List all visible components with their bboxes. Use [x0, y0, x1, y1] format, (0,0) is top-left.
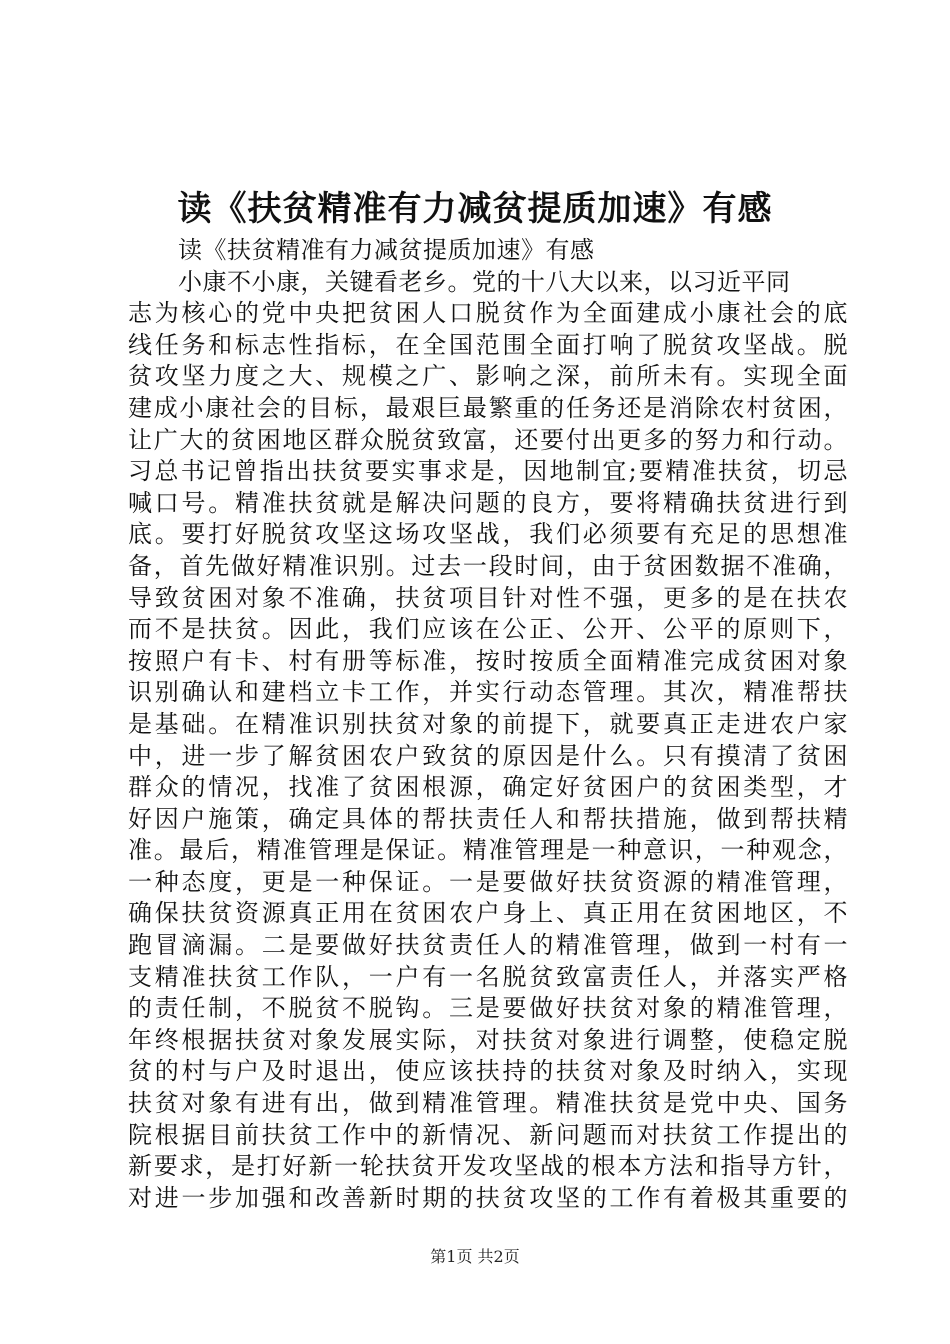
body-text-line: 对进一步加强和改善新时期的扶贫攻坚的工作有着极其重要的 — [128, 1183, 848, 1212]
body-text-line: 中，进一步了解贫困农户致贫的原因是什么。只有摸清了贫困 — [128, 741, 848, 770]
body-text-line: 年终根据扶贫对象发展实际，对扶贫对象进行调整，使稳定脱 — [128, 1025, 848, 1054]
body-text-line: 一种态度，更是一种保证。一是要做好扶贫资源的精准管理， — [128, 867, 848, 896]
document-title: 读《扶贫精准有力减贫提质加速》有感 — [177, 189, 773, 229]
body-text-line: 习总书记曾指出扶贫要实事求是，因地制宜;要精准扶贫，切忌 — [128, 457, 848, 486]
document-subtitle-line: 读《扶贫精准有力减贫提质加速》有感 — [178, 236, 595, 264]
body-text-line: 跑冒滴漏。二是要做好扶贫责任人的精准管理，做到一村有一 — [128, 931, 848, 960]
body-text-line: 备，首先做好精准识别。过去一段时间，由于贫困数据不准确， — [128, 551, 848, 580]
body-text-line: 群众的情况，找准了贫困根源，确定好贫困户的贫困类型，才 — [128, 773, 848, 802]
body-text-line: 的责任制，不脱贫不脱钩。三是要做好扶贫对象的精准管理， — [128, 994, 848, 1023]
body-text-line: 贫的村与户及时退出，使应该扶持的扶贫对象及时纳入，实现 — [128, 1057, 848, 1086]
document-body — [128, 235, 848, 1214]
body-text-line: 导致贫困对象不准确，扶贫项目针对性不强，更多的是在扶农 — [128, 583, 848, 612]
body-text-line: 志为核心的党中央把贫困人口脱贫作为全面建成小康社会的底 — [128, 299, 848, 328]
body-text-line: 识别确认和建档立卡工作，并实行动态管理。其次，精准帮扶 — [128, 678, 848, 707]
body-text-line: 按照户有卡、村有册等标准，按时按质全面精准完成贫困对象 — [128, 646, 848, 675]
body-text-line: 准。最后，精准管理是保证。精准管理是一种意识，一种观念， — [128, 836, 848, 865]
body-text-line: 喊口号。精准扶贫就是解决问题的良方，要将精确扶贫进行到 — [128, 488, 848, 517]
body-text-line: 线任务和标志性指标，在全国范围全面打响了脱贫攻坚战。脱 — [128, 330, 848, 359]
body-text-line: 贫攻坚力度之大、规模之广、影响之深，前所未有。实现全面 — [128, 362, 848, 391]
body-text-line: 是基础。在精准识别扶贫对象的前提下，就要真正走进农户家 — [128, 709, 848, 738]
body-text-line: 院根据目前扶贫工作中的新情况、新问题而对扶贫工作提出的 — [128, 1120, 848, 1149]
body-text-line: 确保扶贫资源真正用在贫困农户身上、真正用在贫困地区，不 — [128, 899, 848, 928]
body-text-line: 支精准扶贫工作队，一户有一名脱贫致富责任人，并落实严格 — [128, 962, 848, 991]
page-number-footer: 第1页 共2页 — [430, 1247, 520, 1266]
body-text-line: 而不是扶贫。因此，我们应该在公正、公开、公平的原则下， — [128, 615, 848, 644]
body-text-line: 建成小康社会的目标，最艰巨最繁重的任务还是消除农村贫困， — [128, 393, 848, 422]
body-text-line: 新要求，是打好新一轮扶贫开发攻坚战的根本方法和指导方针， — [128, 1152, 848, 1181]
body-text-line: 小康不小康，关键看老乡。党的十八大以来，以习近平同 — [178, 267, 791, 296]
body-text-line: 让广大的贫困地区群众脱贫致富，还要付出更多的努力和行动。 — [128, 425, 848, 454]
body-text-line: 好因户施策，确定具体的帮扶责任人和帮扶措施，做到帮扶精 — [128, 804, 848, 833]
body-text-line: 底。要打好脱贫攻坚这场攻坚战，我们必须要有充足的思想准 — [128, 520, 848, 549]
body-text-line: 扶贫对象有进有出，做到精准管理。精准扶贫是党中央、国务 — [128, 1089, 848, 1118]
